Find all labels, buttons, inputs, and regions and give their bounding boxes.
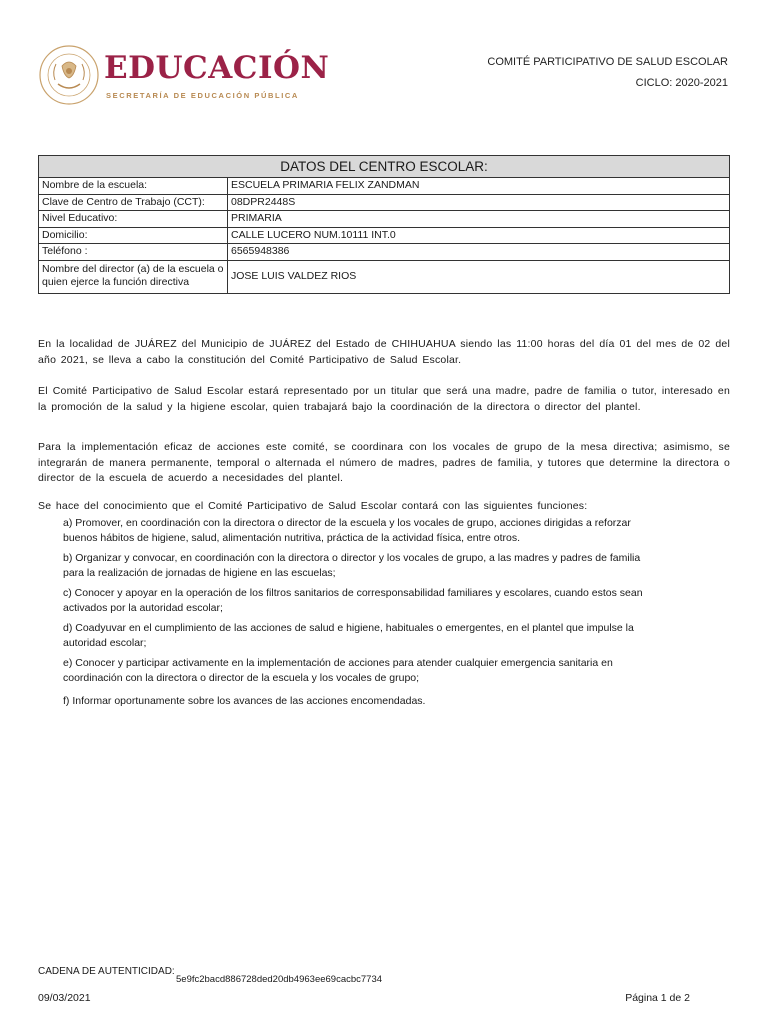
table-row <box>39 244 730 261</box>
sep-logo <box>38 44 328 110</box>
paragraph-implementation: Para la implementación eficaz de acciones este comité, se coordinara con los vocales de grupo de la mesa directiva; asimismo, se integrarán de manera permanente, temporal o alternada el número de madres, padres de familia, y tutores que determine la directora o director de la escuela de acuerdo a necesidades del plantel. <box>38 441 730 484</box>
row-value: CALLE LUCERO NUM.10111 INT.0 <box>228 227 730 244</box>
document-header <box>487 52 728 94</box>
cycle-label: CICLO: 2020-2021 <box>635 77 728 89</box>
table-row <box>39 227 730 244</box>
list-item: d) Coadyuvar en el cumplimiento de las acciones de salud e higiene, habituales o emergentes, en el plantel que impulse la autoridad escolar; <box>63 622 634 649</box>
list-item: e) Conocer y participar activamente en la implementación de acciones para atender cualquier emergencia sanitaria en coordinación con la directora o director de la escuela y los vocales de grupo; <box>63 657 613 684</box>
row-label: Nombre del director (a) de la escuela o quien ejerce la función directiva <box>39 260 228 293</box>
authenticity-label: CADENA DE AUTENTICIDAD: <box>38 966 175 977</box>
row-value: ESCUELA PRIMARIA FELIX ZANDMAN <box>228 178 730 195</box>
list-item: a) Promover, en coordinación con la directora o director de la escuela y los vocales de grupo, acciones dirigidas a reforzar buenos hábitos de higiene, salud, alimentación nutritiva, práctica de la actividad física, entre otros. <box>63 517 631 544</box>
row-label: Teléfono : <box>39 244 228 261</box>
table-row <box>39 260 730 293</box>
list-item: c) Conocer y apoyar en la operación de los filtros sanitarios de corresponsabilidad familiares y escolares, cuando estos sean activados por la autoridad escolar; <box>63 587 643 614</box>
list-item: f) Informar oportunamente sobre los avances de las acciones encomendadas. <box>63 695 426 707</box>
table-row <box>39 178 730 195</box>
row-value: 08DPR2448S <box>228 194 730 211</box>
paragraph-functions-intro: Se hace del conocimiento que el Comité Participativo de Salud Escolar contará con las siguientes funciones: <box>38 500 588 512</box>
list-item: b) Organizar y convocar, en coordinación con la directora o director y los vocales de grupo, a las madres y padres de familia para la realización de jornadas de higiene en las escuelas; <box>63 552 641 579</box>
table-row <box>39 211 730 228</box>
row-label: Nivel Educativo: <box>39 211 228 228</box>
row-label: Domicilio: <box>39 227 228 244</box>
document-date: 09/03/2021 <box>38 992 91 1004</box>
page-number: Página 1 de 2 <box>625 992 690 1004</box>
table-row <box>39 194 730 211</box>
brand-title: EDUCACIÓN <box>104 50 330 86</box>
paragraph-constitution: En la localidad de JUÁREZ del Municipio de JUÁREZ del Estado de CHIHUAHUA siendo las 11:00 horas del día 01 del mes de 02 del año 2021, se lleva a cabo la constitución del Comité Participativo de Salud Escolar. <box>38 338 730 366</box>
national-seal-icon <box>38 44 100 106</box>
row-value: PRIMARIA <box>228 211 730 228</box>
row-value: JOSE LUIS VALDEZ RIOS <box>228 260 730 293</box>
school-data-table <box>38 155 730 294</box>
row-value: 6565948386 <box>228 244 730 261</box>
table-heading: DATOS DEL CENTRO ESCOLAR: <box>39 156 730 178</box>
paragraph-representation: El Comité Participativo de Salud Escolar estará representado por un titular que será una madre, padre de familia o tutor, interesado en la promoción de la salud y la higiene escolar, quien trabajará bajo la coordinación de la directora o director del plantel. <box>38 385 730 413</box>
committee-title: COMITÉ PARTICIPATIVO DE SALUD ESCOLAR <box>487 56 728 68</box>
row-label: Nombre de la escuela: <box>39 178 228 195</box>
authenticity-hash: 5e9fc2bacd886728ded20db4963ee69cacbc7734 <box>176 974 383 985</box>
functions-list <box>63 516 663 714</box>
row-label: Clave de Centro de Trabajo (CCT): <box>39 194 228 211</box>
brand-subtitle: SECRETARÍA DE EDUCACIÓN PÚBLICA <box>106 91 299 100</box>
